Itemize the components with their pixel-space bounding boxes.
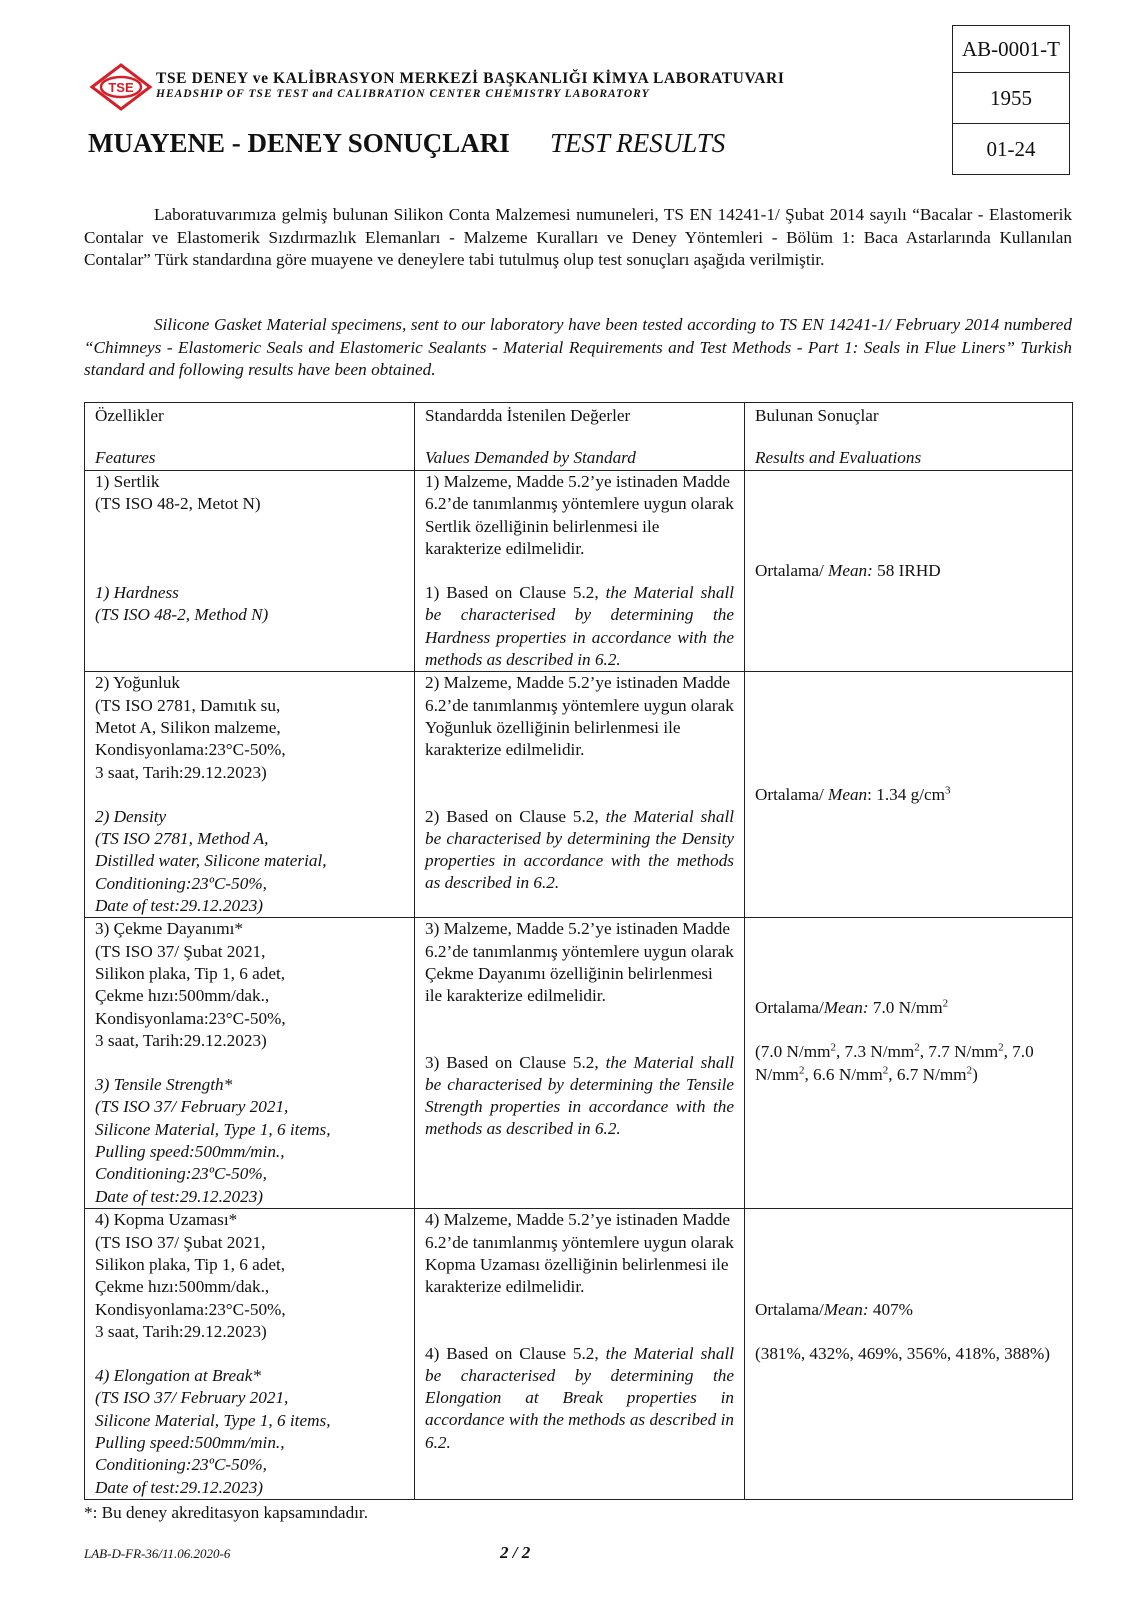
result-cell [745, 672, 1073, 918]
intro-paragraph-en: Silicone Gasket Material specimens, sent to our laboratory have been tested according to TS EN 14241-1/ February 2014 numbered “Chimneys - Elastomeric Seals and Elastomeric Sealants - Material Requirements and Test Methods - Part 1: Seals in Flue Liners” Turkish standard and following results have been obtained. [84, 315, 1072, 379]
lab-name-en: HEADSHIP OF TSE TEST and CALIBRATION CENTER CHEMISTRY LABORATORY [156, 88, 650, 100]
logo-text: TSE [108, 80, 134, 95]
result-details: (381%, 432%, 469%, 356%, 418%, 388%) [755, 1344, 1051, 1364]
table-row [85, 1209, 1073, 1500]
demand-cell: 3) Malzeme, Madde 5.2’ye istinaden Madde 6.2’de tanımlanmış yöntemlere uygun olarak Çekme Dayanımı özelliğinin belirlenmesi ile karakterize edilmelidir. 3) Based on Clause 5.2, the Material shall be characterised by determining the Tensile Strength properties in accordance with the methods as described in 6.2. [415, 918, 745, 1209]
result-cell [745, 918, 1073, 1209]
lab-name-tr: TSE DENEY ve KALİBRASYON MERKEZİ BAŞKANLIĞI KİMYA LABORATUVARI [156, 70, 785, 87]
result-cell [745, 1209, 1073, 1500]
demand-cell: 1) Malzeme, Madde 5.2’ye istinaden Madde 6.2’de tanımlanmış yöntemlere uygun olarak Sertlik özelliğinin belirlenmesi ile karakterize edilmelidir. 1) Based on Clause 5.2, the Material shall be characterised by determining the Hardness properties in accordance with the methods as described in 6.2. [415, 471, 745, 672]
page-title-en: TEST RESULTS [550, 128, 726, 158]
table-row [85, 672, 1073, 918]
header-results: Bulunan Sonuçlar Results and Evaluations [745, 403, 1073, 471]
result-mean: Ortalama/Mean: 407% [755, 1300, 913, 1320]
feature-cell: 1) Sertlik (TS ISO 48-2, Metot N) 1) Hardness (TS ISO 48-2, Method N) [85, 471, 415, 672]
results-table [84, 402, 1073, 1500]
feature-cell: 2) Yoğunluk (TS ISO 2781, Damıtık su, Metot A, Silikon malzeme, Kondisyonlama:23°C-50%, 3 saat, Tarih:29.12.2023) 2) Density (TS ISO 2781, Method A, Distilled water, Silicone material, Conditioning:23ºC-50%, Date of test:29.12.2023) [85, 672, 415, 918]
intro-paragraph-tr: Laboratuvarımıza gelmiş bulunan Silikon Conta Malzemesi numuneleri, TS EN 14241-1/ Şubat 2014 sayılı “Bacalar - Elastomerik Contalar ve Elastomerik Sızdırmazlık Elemanları - Malzeme Kuralları ve Deney Yöntemleri - Bölüm 1: Baca Astarlarında Kullanılan Contalar” Türk standardına göre muayene ve deneylere tabi tutulmuş olup test sonuçları aşağıda verilmiştir. [84, 205, 1072, 269]
tse-logo [88, 62, 154, 112]
result-mean: Ortalama/ Mean: 1.34 $g/cm^3$ [755, 783, 951, 804]
result-cell [745, 471, 1073, 672]
feature-cell: 4) Kopma Uzaması* (TS ISO 37/ Şubat 2021, Silikon plaka, Tip 1, 6 adet, Çekme hızı:500mm/dak., Kondisyonlama:23°C-50%, 3 saat, Tarih:29.12.2023) 4) Elongation at Break* (TS ISO 37/ February 2021, Silicone Material, Type 1, 6 items, Pulling speed:500mm/min., Conditioning:23ºC-50%, Date of test:29.12.2023) [85, 1209, 415, 1500]
table-row [85, 918, 1073, 1209]
page-number: 2 / 2 [500, 1543, 531, 1562]
demand-cell: 4) Malzeme, Madde 5.2’ye istinaden Madde 6.2’de tanımlanmış yöntemlere uygun olarak Kopma Uzaması özelliğinin belirlenmesi ile karakterize edilmelidir. 4) Based on Clause 5.2, the Material shall be characterised by determining the Elongation at Break properties in accordance with the methods as described in 6.2. [415, 1209, 745, 1500]
header-demanded: Standardda İstenilen Değerler Values Demanded by Standard [415, 403, 745, 471]
demand-cell: 2) Malzeme, Madde 5.2’ye istinaden Madde 6.2’de tanımlanmış yöntemlere uygun olarak Yoğunluk özelliğinin belirlenmesi ile karakterize edilmelidir. 2) Based on Clause 5.2, the Material shall be characterised by determining the Density properties in accordance with the methods as described in 6.2. [415, 672, 745, 918]
result-mean: Ortalama/Mean: 7.0 $N/mm^2$ [755, 997, 949, 1017]
table-row [85, 471, 1073, 672]
header-features: Özellikler Features [85, 403, 415, 471]
feature-cell: 3) Çekme Dayanımı* (TS ISO 37/ Şubat 2021, Silikon plaka, Tip 1, 6 adet, Çekme hızı:500mm/dak., Kondisyonlama:23°C-50%, 3 saat, Tarih:29.12.2023) 3) Tensile Strength* (TS ISO 37/ February 2021, Silicone Material, Type 1, 6 items, Pulling speed:500mm/min., Conditioning:23ºC-50%, Date of test:29.12.2023) [85, 918, 415, 1209]
table-header-row [85, 403, 1073, 471]
report-number: 1955 [953, 72, 1069, 123]
result-details: (7.0 $N/mm^2$, 7.3 $N/mm^2$, 7.7 $N/mm^2$, 7.0 $N/mm^2$, 6.6 $N/mm^2$, 6.7 $N/mm^2$) [755, 1041, 1034, 1084]
result-mean: Ortalama/ Mean: 58 IRHD [755, 561, 941, 581]
report-code: AB-0001-T [962, 37, 1060, 61]
report-period: 01-24 [953, 123, 1069, 174]
page-title: MUAYENE - DENEY SONUÇLARI [88, 128, 510, 158]
form-code: LAB-D-FR-36/11.06.2020-6 [84, 1546, 231, 1561]
accreditation-footnote: *: Bu deney akreditasyon kapsamındadır. [84, 1503, 369, 1522]
document-code-box [952, 25, 1070, 175]
